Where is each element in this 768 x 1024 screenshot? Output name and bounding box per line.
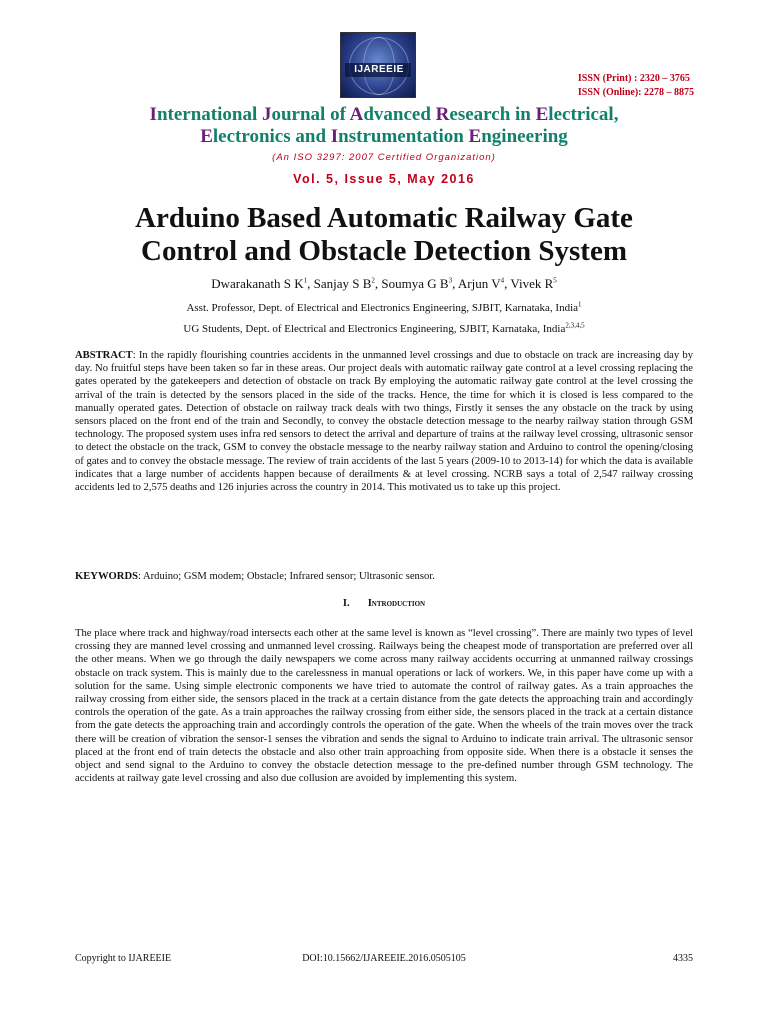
author-sup: 1 — [303, 276, 308, 285]
initial-letter: E — [535, 104, 549, 125]
paper-title — [0, 202, 768, 268]
word-rest: nternational — [156, 104, 262, 125]
journal-title-line1 — [0, 104, 768, 126]
affiliation-sup: 1 — [578, 300, 582, 309]
author-name: Soumya G B — [381, 276, 449, 291]
abstract-body: : In the rapidly flourishing countries accidents in the unmanned level crossings and due to obstacle on track are increasing day by day. No fruitful steps have been taken so far in these areas. Our project deals with automatic railway gate control at a level crossing replacing the gates operated by the gatekeepers and detection of obstacle on track By employing the automatic railway gate control at the level crossing the arrival of the train is detected by the sensors placed in the side of the tracks. Hence, the time for which it is closed is less compared to the manually operated gates. Detection of obstacle on railway track deals with two things, Firstly it senses the any obstacle on the track by using sensors placed on the front end of the train and Secondly, to convey the obstacle detection message to the nearby railway station through GSM technology. The proposed system uses infra red sensors to detect the arrival and departure of trains at the railway level crossing, ultrasonic sensor to detect the obstacle on the track, GSM to convey the obstacle message to the nearby railway station and Arduino to control the opening/closing of gates and to convey the obstacle message. The review of train accidents of the last 5 years (2009-10 to 2013-14) for which the data is available indicates that a large number of accidents happen because of derailments & at level crossing. NCRB says a total of 2,547 railway crossing accidents led to 2,575 deaths and 126 injuries across the country in 2014. This motivated us to take up this project. — [75, 350, 693, 494]
initial-letter: E — [468, 126, 482, 147]
author-list: Dwarakanath S $K^1$, Sanjay S $B^2$, Soumya G $B^3$, Arjun $V^4$, Vivek $R^5$ — [211, 276, 557, 291]
affiliation-text: UG Students, Dept. of Electrical and Electronics Engineering, SJBIT, Karnataka, India — [183, 323, 566, 335]
author-sup: 3 — [448, 276, 453, 285]
issn-block — [578, 72, 694, 100]
section-heading — [0, 598, 768, 609]
author-sup: 2 — [371, 276, 375, 285]
footer-page-number: 4335 — [673, 953, 693, 964]
initial-letter: I — [330, 126, 339, 147]
volume-issue: Vol. 5, Issue 5, May 2016 — [293, 172, 475, 186]
affiliation-1 — [0, 302, 768, 314]
word-rest: dvanced — [363, 104, 436, 125]
keywords-body: : Arduino; GSM modem; Obstacle; Infrared sensor; Ultrasonic sensor. — [137, 571, 435, 582]
author-sup: 5 — [553, 276, 557, 285]
iso-certification: (An ISO 3297: 2007 Certified Organization) — [272, 152, 496, 163]
word-rest: esearch in — [449, 104, 536, 125]
section-number: I. — [342, 598, 350, 609]
keywords-label: KEYWORDS — [75, 571, 138, 582]
initial-letter: I — [149, 104, 157, 125]
author-name: Sanjay S B — [313, 276, 372, 291]
initial-letter: A — [349, 104, 364, 125]
introduction-body: The place where track and highway/road intersects each other at the same level is known as “level crossing”. There are mainly two types of level crossing they are manned level crossing and unmanned level crossing. Railways being the cheapest mode of transportation are preferred over all the other means. When we go through the daily newspapers we come across many railway accidents occurring at unmanned railway crossings obstacle on track system. This is mainly due to the carelessness in manual operations or lack of workers. We, in this paper have come up with a solution for the same. Using simple electronic components we have tried to automate the control of railway gates. As a train approaches the railway crossing from either side, the sensors placed in the track at a certain distance from the gate detects the approaching train and accordingly controls the operation of the gate. As a train approaches the railway crossing from either side, the sensors placed in the track at a certain distance from the gate detects the approaching train and accordingly controls the operation of the gate. When the wheels of the train moves over the track there will be creation of vibration the sensor-1 senses the vibration and sends the signal to Arduino to indicate train arrival. The ultrasonic sensor placed at the front end of train detects the obstacle and also other train approaching from opposite side. When there is a obstacle it senses the object and send signal to the Arduino to convey the obstacle detection message to the pre-defined number through GSM technology. The accidents at railway gate level crossing and also due collusion are avoided by implementing this system. — [75, 628, 693, 785]
initial-letter: R — [435, 104, 450, 125]
affiliation-sup: 2,3,4,5 — [565, 321, 585, 330]
footer-doi: DOI:10.15662/IJAREEIE.2016.0505105 — [302, 953, 466, 964]
author-name: Dwarakanath S K — [211, 276, 304, 291]
author-name: Vivek R — [510, 276, 554, 291]
affiliation-text: Asst. Professor, Dept. of Electrical and Electronics Engineering, SJBIT, Karnataka, India — [186, 302, 579, 314]
word-rest: nstrumentation — [338, 126, 469, 147]
journal-logo — [340, 32, 416, 98]
author-name: Arjun V — [457, 276, 501, 291]
footer-copyright: Copyright to IJAREEIE — [75, 953, 172, 964]
journal-title-line2 — [0, 126, 768, 148]
paper-title-line1: Arduino Based Automatic Railway Gate — [135, 202, 633, 234]
word-rest: lectrical, — [548, 104, 619, 125]
initial-letter: E — [200, 126, 213, 147]
word-rest: ngineering — [481, 126, 568, 147]
section-title: Introduction — [367, 598, 426, 609]
initial-letter: J — [261, 104, 272, 125]
affiliation-2 — [0, 323, 768, 335]
word-rest: ournal of — [271, 104, 350, 125]
issn-print: ISSN (Print) : 2320 – 3765 — [577, 73, 690, 84]
paper-title-line2: Control and Obstacle Detection System — [141, 235, 627, 267]
keywords — [75, 570, 693, 583]
journal-title — [0, 104, 768, 148]
abstract — [75, 349, 693, 494]
logo-text: IJAREEIE — [354, 64, 404, 75]
author-sup: 4 — [500, 276, 505, 285]
abstract-label: ABSTRACT — [75, 350, 133, 361]
word-rest: lectronics and — [212, 126, 331, 147]
issn-online: ISSN (Online): 2278 – 8875 — [577, 87, 694, 98]
